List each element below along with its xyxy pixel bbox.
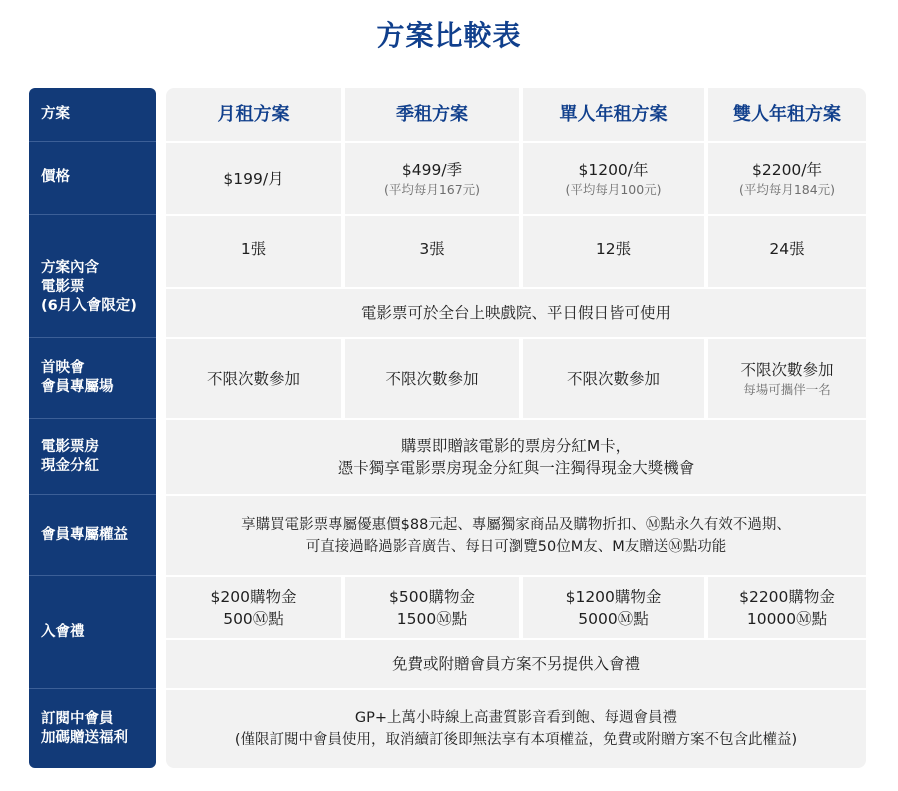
- gift-points: 500Ⓜ點: [223, 609, 284, 628]
- plan-header-double-annual: 雙人年租方案: [733, 103, 841, 125]
- gift-points: 5000Ⓜ點: [578, 609, 649, 628]
- label-premiere-line1: 首映會: [41, 360, 85, 376]
- price-value: $1200/年: [578, 160, 649, 179]
- label-premiere-line2: 會員專屬場: [41, 379, 114, 395]
- price-cell-monthly: [166, 143, 341, 214]
- row-label-column: [29, 88, 156, 768]
- gift-cell-quarterly: [345, 577, 519, 638]
- boxoffice-line2: 憑卡獨享電影票房現金分紅與一注獨得現金大獎機會: [337, 459, 695, 477]
- benefits-cell: [166, 496, 866, 575]
- label-plan: 方案: [41, 106, 70, 122]
- label-tickets-line3: (6月入會限定): [41, 297, 137, 314]
- premiere-cell-double-annual: [708, 339, 866, 418]
- price-value: $199/月: [223, 169, 284, 188]
- subscriber-line1: GP+上萬小時線上高畫質影音看到飽、每週會員禮: [354, 710, 678, 726]
- tickets-shared-note: 電影票可於全台上映戲院、平日假日皆可使用: [360, 304, 671, 322]
- premiere-value: 不限次數參加: [740, 360, 834, 379]
- price-note: (平均每月167元): [383, 181, 481, 197]
- price-cell-single-annual: [523, 143, 704, 214]
- premiere-note: 每場可攜伴一名: [743, 381, 831, 397]
- premiere-cell-quarterly: 不限次數參加: [385, 369, 479, 388]
- gift-points: 10000Ⓜ點: [746, 609, 828, 628]
- gift-cash: $200購物金: [210, 587, 297, 606]
- benefits-line2: 可直接過略過影音廣告、每日可瀏覽50位M友、M友贈送Ⓜ點功能: [305, 538, 727, 555]
- price-value: $2200/年: [751, 160, 823, 179]
- price-cell-quarterly: [345, 143, 519, 214]
- gift-cash: $1200購物金: [565, 587, 662, 606]
- page-title: 方案比較表: [376, 19, 522, 52]
- gift-cell-monthly: [166, 577, 341, 638]
- price-value: $499/季: [401, 160, 463, 179]
- plan-header-monthly: 月租方案: [217, 103, 290, 125]
- gift-shared-note: 免費或附贈會員方案不另提供入會禮: [391, 655, 640, 673]
- tickets-cell-quarterly: 3張: [419, 240, 445, 258]
- subscriber-line2: (僅限訂閱中會員使用，取消續訂後即無法享有本項權益，免費或附贈方案不包含此權益): [234, 732, 798, 748]
- premiere-cell-monthly: 不限次數參加: [206, 369, 300, 388]
- label-boxoffice: [29, 419, 156, 494]
- tickets-cell-monthly: 1張: [240, 240, 267, 258]
- label-price: 價格: [41, 169, 70, 185]
- gift-cell-double-annual: [708, 577, 866, 638]
- gift-cell-single-annual: [523, 577, 704, 638]
- gift-points: 1500Ⓜ點: [396, 609, 468, 628]
- label-tickets: [29, 215, 156, 337]
- gift-cash: $2200購物金: [739, 587, 835, 606]
- premiere-cell-single-annual: 不限次數參加: [566, 369, 660, 388]
- tickets-cell-double-annual: 24張: [769, 240, 805, 258]
- tickets-cell-single-annual: 12張: [595, 240, 632, 258]
- label-gift: 入會禮: [41, 623, 85, 640]
- label-subscriber: [29, 689, 156, 768]
- plan-header-quarterly: 季租方案: [396, 103, 468, 125]
- price-cell-double-annual: [708, 143, 866, 214]
- price-note: (平均每月184元): [738, 181, 836, 197]
- price-note: (平均每月100元): [565, 181, 662, 197]
- benefits-line1: 享購買電影票專屬優惠價$88元起、專屬獨家商品及購物折扣、Ⓜ點永久有效不過期、: [241, 516, 791, 533]
- label-subscriber-line2: 加碼贈送福利: [41, 729, 128, 746]
- gift-cash: $500購物金: [389, 587, 475, 606]
- label-subscriber-line1: 訂閱中會員: [41, 710, 114, 727]
- comparison-grid: [166, 88, 866, 768]
- label-benefits: 會員專屬權益: [41, 526, 128, 543]
- boxoffice-cell: [166, 420, 866, 494]
- label-boxoffice-line2: 現金分紅: [41, 457, 99, 474]
- plan-header-single-annual: 單人年租方案: [559, 103, 668, 125]
- label-tickets-line2: 電影票: [41, 278, 85, 295]
- boxoffice-line1: 購票即贈該電影的票房分紅M卡，: [400, 437, 632, 455]
- label-tickets-line1: 方案內含: [41, 259, 99, 276]
- label-boxoffice-line1: 電影票房: [41, 438, 99, 455]
- label-premiere: [29, 338, 156, 418]
- subscriber-bonus-cell: [166, 690, 866, 768]
